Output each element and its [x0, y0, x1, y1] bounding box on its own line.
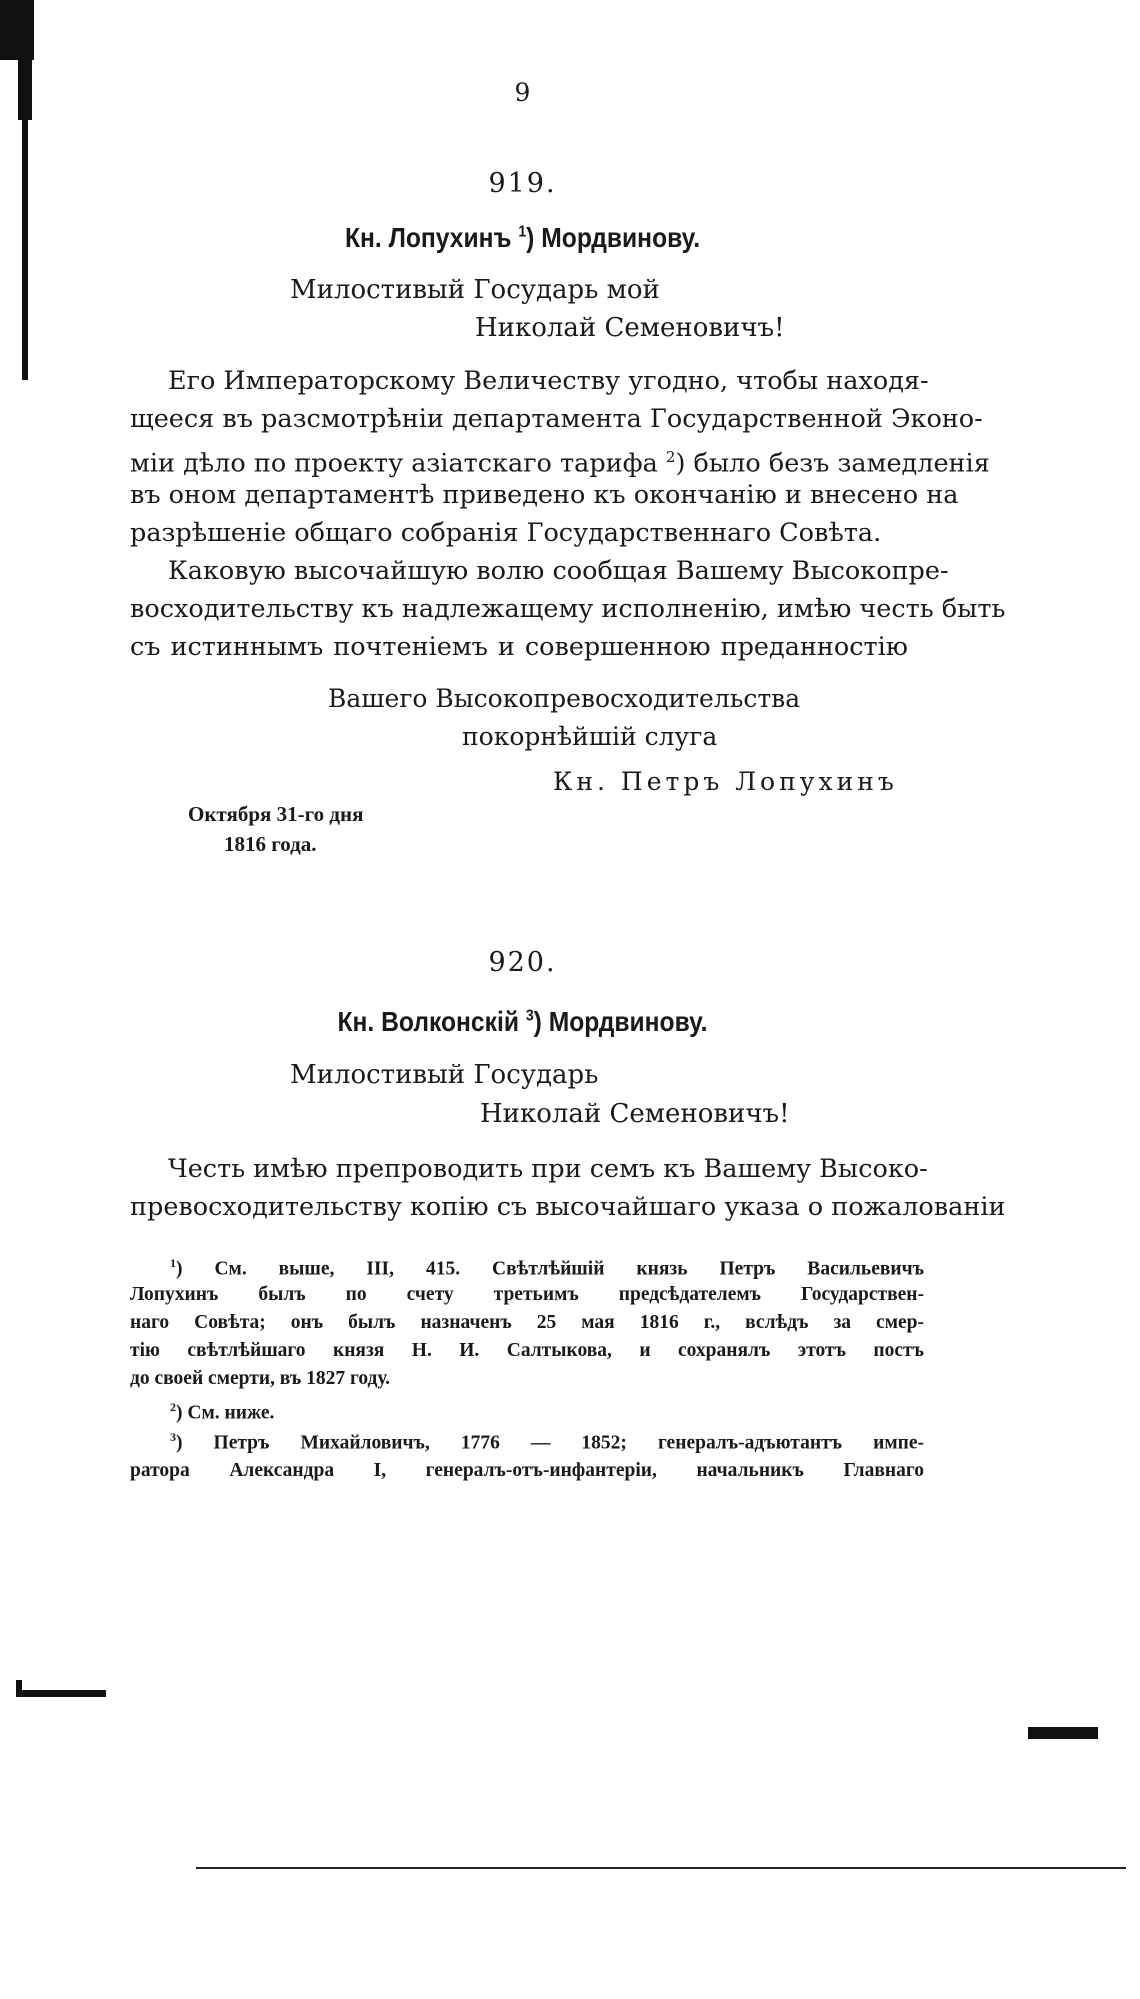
- salutation-name: Николай Семеновичъ!: [475, 313, 785, 343]
- body-line: въ оном департаментѣ приведено къ окончанію и внесено на: [130, 480, 959, 510]
- footnote-line: до своей смерти, въ 1827 году.: [130, 1368, 391, 1389]
- signature: Кн. Петръ Лопухинъ: [553, 767, 898, 796]
- footnote-line: тію свѣтлѣйшаго князя Н. И. Салтыкова, и сохранялъ этотъ постъ: [130, 1340, 924, 1361]
- body-line: съ истиннымъ почтеніемъ и совершенною преданностію: [130, 632, 908, 662]
- body-line: разрѣшеніе общаго собранія Государственнаго Совѣта.: [130, 518, 882, 548]
- body-line: превосходительству копію съ высочайшаго указа о пожалованіи: [130, 1192, 1006, 1222]
- salutation-name: Николай Семеновичъ!: [480, 1099, 790, 1129]
- footnote-line: Лопухинъ былъ по счету третьимъ предсѣдателемъ Государствен-: [130, 1284, 924, 1305]
- body-line: Его Императорскому Величеству угодно, чтобы находя-: [168, 366, 929, 396]
- footnote-line: $^3$) Петръ Михайловичъ, 1776 — 1852; генералъ-адъютантъ импе-: [170, 1430, 924, 1454]
- footnote-ref: 1: [518, 223, 527, 241]
- letter-heading: Кн. Лопухинъ $^1$) Мордвинову.: [344, 222, 701, 253]
- footnote-mark: 3: [170, 1430, 176, 1444]
- footnote-mark: 2: [170, 1400, 176, 1414]
- closing-line: Вашего Высокопревосходительства: [328, 684, 801, 713]
- body-line: Каковую высочайшую волю сообщая Вашему Высокопре-: [168, 556, 949, 586]
- footnote-line: ратора Александра I, генералъ-отъ-инфантеріи, начальникъ Главнаго: [130, 1460, 924, 1481]
- body-line: Честь имѣю препроводить при семъ къ Вашему Высоко-: [168, 1154, 928, 1184]
- body-line: мiи дѣло по проекту азiатскаго тарифа $^2$) было безъ замедленія: [130, 448, 990, 479]
- letter-number: 919.: [488, 168, 557, 199]
- footnote-line: $^1$) См. выше, III, 415. Свѣтлѣйшій князь Петръ Васильевичъ: [170, 1256, 924, 1280]
- scan-edge-mark: [16, 1680, 22, 1696]
- body-line: щееся въ разсмотрѣніи департамента Государственной Эконо-: [130, 404, 983, 434]
- page-number: 9: [514, 78, 531, 107]
- scan-edge-mark: [1028, 1727, 1098, 1739]
- footnote-line: $^2$) См. ниже.: [170, 1400, 275, 1424]
- footnote-ref: 3: [525, 1007, 534, 1025]
- salutation-line: Милостивый Государь: [290, 1060, 599, 1090]
- salutation-line: Милостивый Государь мой: [290, 275, 660, 305]
- letter-number: 920.: [488, 947, 557, 978]
- scan-edge-mark: [16, 1690, 106, 1697]
- bottom-rule: [196, 1867, 1126, 1869]
- letter-date-year: 1816 года.: [224, 832, 317, 856]
- letter-date: Октября 31-го дня: [188, 802, 364, 826]
- body-line: восходительству къ надлежащему исполненію, имѣю честь быть: [130, 594, 1006, 624]
- closing-line: покорнѣйшій слуга: [462, 722, 718, 751]
- footnote-line: наго Совѣта; онъ былъ назначенъ 25 мая 1816 г., вслѣдъ за смер-: [130, 1312, 924, 1333]
- footnote-ref: 2: [665, 448, 676, 466]
- scan-edge-mark: [22, 120, 28, 380]
- letter-heading: Кн. Волконскій $^3$) Мордвинову.: [337, 1006, 708, 1037]
- footnote-mark: 1: [170, 1256, 176, 1270]
